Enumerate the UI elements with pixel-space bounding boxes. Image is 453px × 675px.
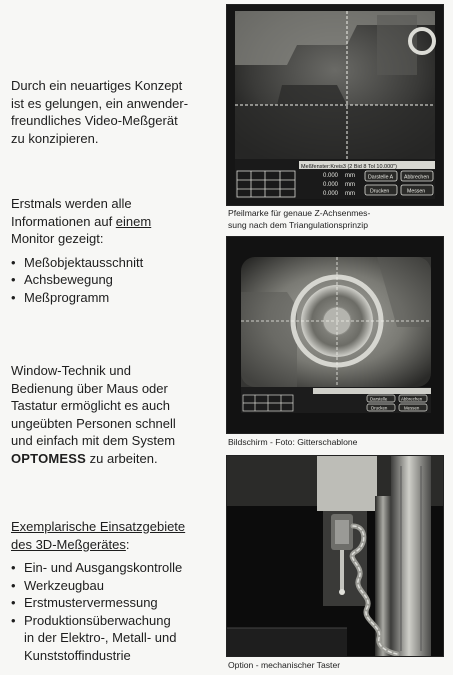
intro-line-3: freundliches Video-Meßgerät — [11, 113, 178, 128]
screen-value-1: 0.000 — [323, 173, 339, 179]
bullet-item: • Achsbewegung — [11, 271, 151, 289]
monitor-paragraph — [11, 195, 151, 306]
window-line-5: und einfach mit dem System — [11, 433, 176, 448]
monitor-line-1: Erstmals werden alle — [11, 196, 132, 211]
screen-value-3: 0.000 — [323, 191, 339, 197]
bullet-item-line-3: Kunststoffindustrie — [24, 647, 131, 663]
applications-heading-2 — [11, 536, 185, 554]
window-line-6-tail: zu arbeiten. — [86, 450, 158, 466]
bullet-item-line-1: • Produktionsüberwachung — [24, 612, 171, 628]
screen-button-darstelle: Darstelle A — [368, 174, 394, 181]
brand-optomess: OPTOMESS — [11, 450, 87, 466]
monitor-line-2-text: Informationen auf — [11, 213, 116, 229]
photo-monitor-grid-template — [226, 236, 444, 434]
caption-photo-2: Bildschirm - Foto: Gitterschablone — [228, 437, 358, 447]
applications-bullet-list — [11, 559, 185, 664]
window-line-4: ungeübten Personen schnell — [11, 415, 176, 431]
intro-line-4: zu konzipieren. — [11, 130, 99, 146]
bullet-item-line-2: in der Elektro-, Metall- und — [24, 630, 177, 645]
bullet-item: • Werkzeugbau — [11, 577, 185, 595]
emphasis-einem: einem — [115, 213, 152, 229]
caption-1-line-2: sung nach dem Triangulationsprinzip — [228, 219, 368, 230]
bullet-item: • Meßprogramm — [11, 289, 151, 307]
caption-1-line-1: Pfeilmarke für genaue Z-Achsenmes- — [228, 208, 371, 218]
window-line-3: Tastatur ermöglicht es auch — [11, 398, 170, 413]
caption-photo-1 — [228, 208, 370, 231]
window-line-6 — [11, 450, 176, 468]
screen-unit-2: mm — [345, 182, 355, 188]
applications-heading-1: Exemplarische Einsatzgebiete — [11, 519, 186, 534]
applications-heading-2-text: des 3D-Meßgerätes — [11, 536, 126, 552]
screen-button-drucken: Drucken — [370, 188, 390, 195]
window-line-2: Bedienung über Maus oder — [11, 380, 168, 396]
photo-monitor-triangulation — [226, 4, 444, 206]
bullet-item: • Ein- und Ausgangskontrolle — [11, 559, 185, 577]
monitor-screen-image-1 — [227, 5, 443, 205]
intro-line-2: ist es gelungen, ein anwender- — [11, 95, 189, 111]
applications-heading-colon: : — [125, 536, 130, 552]
screen2-button-darstelle: Darstelle — [370, 396, 388, 402]
screen-button-messen: Messen — [407, 188, 426, 195]
screen-value-2: 0.000 — [323, 182, 339, 188]
screen-button-abbrechen: Abbrechen — [404, 174, 430, 181]
bullet-item — [11, 612, 185, 665]
probe-image — [227, 456, 443, 656]
photo-mechanical-probe — [226, 455, 444, 657]
bullet-item: • Meßobjektausschnitt — [11, 254, 151, 272]
caption-photo-3: Option - mechanischer Taster — [228, 660, 341, 670]
screen2-button-messen: Messen — [404, 405, 420, 411]
applications-section — [11, 518, 185, 664]
screen-title: Meßfenster:Kreis3 (2 Bid 8 Tol 10.000") — [301, 164, 398, 170]
screen2-button-drucken: Drucken — [371, 405, 388, 411]
window-technique-paragraph — [11, 362, 176, 467]
monitor-line-2 — [11, 213, 151, 231]
monitor-line-3: Monitor gezeigt: — [11, 231, 104, 246]
monitor-screen-image-2 — [227, 237, 443, 433]
monitor-bullet-list — [11, 254, 151, 307]
bullet-item: • Erstmustervermessung — [11, 594, 185, 612]
screen-unit-3: mm — [345, 191, 355, 197]
intro-paragraph — [11, 77, 188, 147]
intro-line-1: Durch ein neuartiges Konzept — [11, 78, 183, 93]
screen2-button-abbrechen: Abbrechen — [401, 396, 423, 402]
screen-unit-1: mm — [345, 173, 355, 179]
window-line-1: Window-Technik und — [11, 363, 131, 378]
